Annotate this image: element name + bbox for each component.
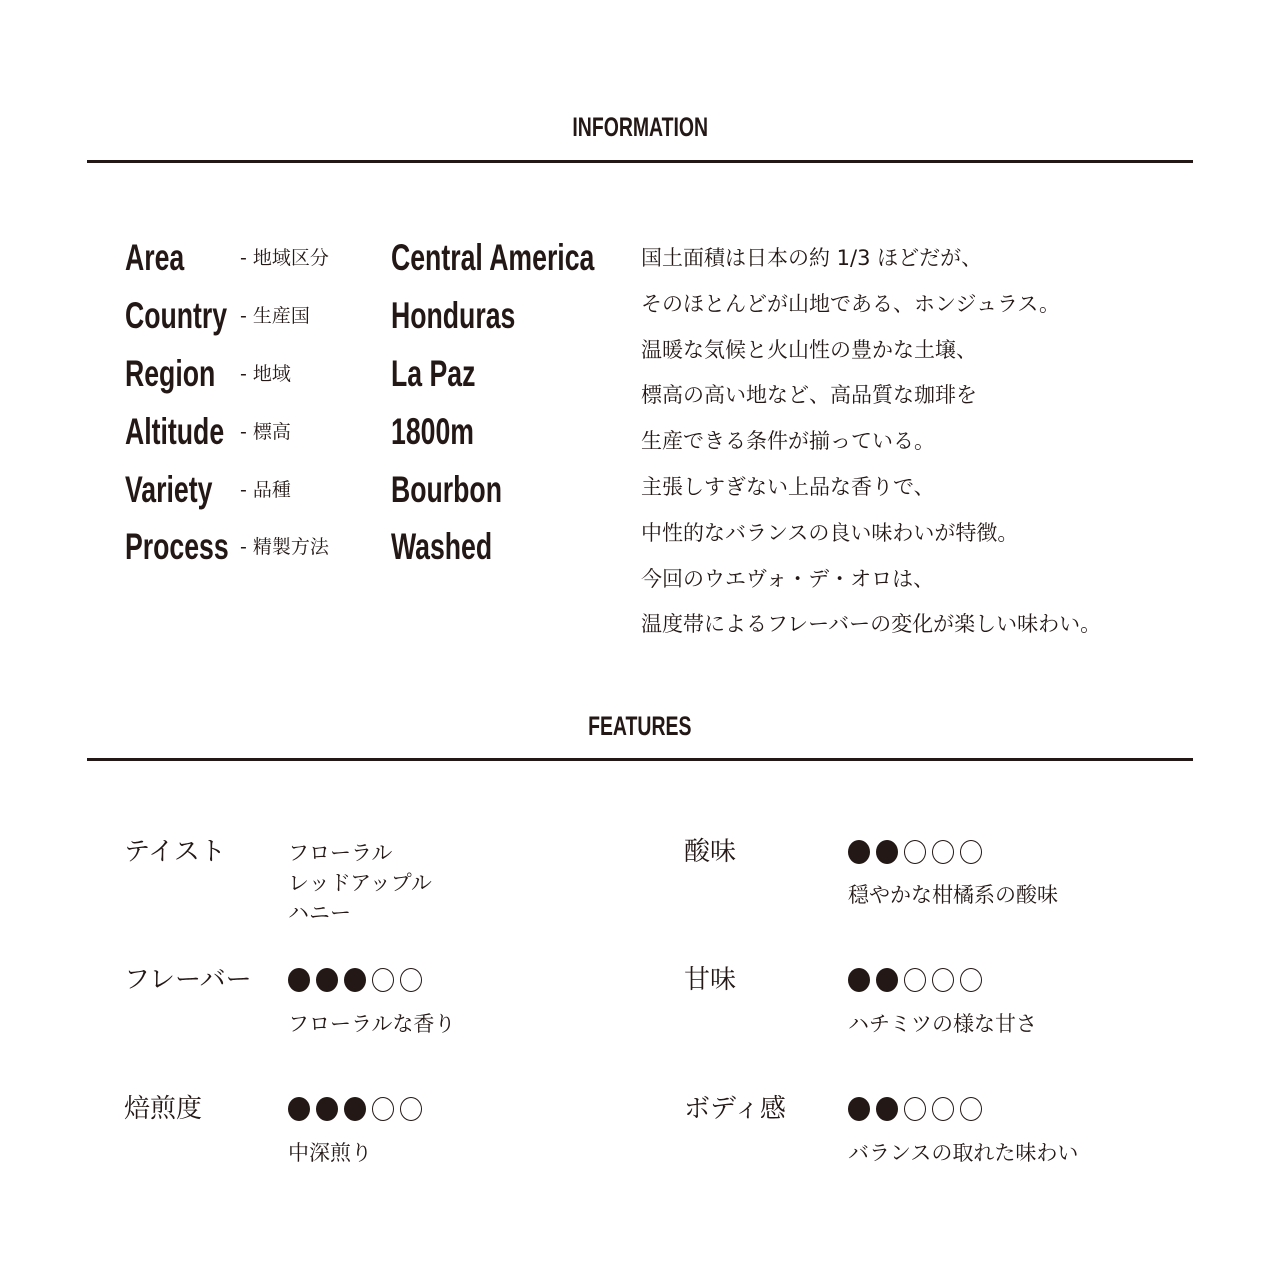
filled-dot-icon [876, 968, 898, 992]
empty-dot-icon [904, 968, 926, 992]
filled-dot-icon [288, 968, 310, 992]
empty-dot-icon [372, 968, 394, 992]
info-label: Region [125, 353, 216, 394]
empty-dot-icon [904, 840, 926, 864]
filled-dot-icon [876, 840, 898, 864]
description-paragraph [641, 236, 1101, 648]
description-line: 生産できる条件が揃っている。 [641, 429, 935, 454]
taste-note: フローラル [288, 841, 393, 865]
empty-dot-icon [904, 1097, 926, 1121]
taste-note: ハニー [288, 901, 351, 925]
info-row-country [0, 296, 640, 336]
info-value: Honduras [391, 295, 516, 336]
rating-flavor [288, 968, 422, 992]
info-row-region [0, 354, 640, 394]
feature-text-body: バランスの取れた味わい [848, 1141, 1079, 1165]
info-row-area [0, 238, 640, 278]
feature-text-sweetness: ハチミツの様な甘さ [848, 1012, 1037, 1036]
features-heading: FEATURES [588, 711, 692, 741]
info-value: Bourbon [391, 469, 502, 510]
information-divider [87, 160, 1193, 163]
feature-text-flavor: フローラルな香り [288, 1012, 456, 1036]
info-row-variety [0, 470, 640, 510]
empty-dot-icon [400, 1097, 422, 1121]
filled-dot-icon [344, 968, 366, 992]
taste-note: レッドアップル [288, 871, 432, 895]
info-sublabel: - 精製方法 [240, 536, 329, 558]
info-row-altitude [0, 412, 640, 452]
empty-dot-icon [932, 968, 954, 992]
filled-dot-icon [876, 1097, 898, 1121]
description-line: そのほとんどが山地である、ホンジュラス。 [641, 291, 1061, 316]
info-label: Altitude [125, 411, 225, 452]
filled-dot-icon [344, 1097, 366, 1121]
empty-dot-icon [960, 1097, 982, 1121]
feature-label-roast: 焙煎度 [124, 1094, 203, 1124]
filled-dot-icon [288, 1097, 310, 1121]
info-value: Central America [391, 237, 595, 278]
information-heading: INFORMATION [572, 112, 708, 142]
info-sublabel: - 生産国 [240, 305, 310, 327]
filled-dot-icon [848, 840, 870, 864]
description-line: 標高の高い地など、高品質な珈琲を [641, 383, 977, 408]
info-value: 1800m [391, 411, 474, 452]
filled-dot-icon [848, 968, 870, 992]
feature-text-acidity: 穏やかな柑橘系の酸味 [848, 883, 1058, 907]
description-line: 今回のウエヴォ・デ・オロは、 [641, 566, 935, 591]
description-line: 温度帯によるフレーバーの変化が楽しい味わい。 [641, 612, 1102, 637]
feature-label-flavor: フレーバー [124, 965, 252, 995]
info-value: La Paz [391, 353, 476, 394]
description-line: 温暖な気候と火山性の豊かな土壌、 [641, 337, 977, 362]
info-label: Process [125, 526, 229, 567]
info-row-process [0, 527, 640, 567]
rating-sweetness [848, 968, 982, 992]
filled-dot-icon [848, 1097, 870, 1121]
feature-label-body: ボディ感 [684, 1094, 786, 1124]
info-sublabel: - 地域 [240, 363, 291, 385]
filled-dot-icon [316, 1097, 338, 1121]
empty-dot-icon [960, 840, 982, 864]
empty-dot-icon [960, 968, 982, 992]
rating-roast [288, 1097, 422, 1121]
rating-acidity [848, 840, 982, 864]
feature-text-roast: 中深煎り [288, 1141, 372, 1165]
filled-dot-icon [316, 968, 338, 992]
info-label: Variety [125, 469, 213, 510]
features-divider [87, 758, 1193, 761]
empty-dot-icon [400, 968, 422, 992]
description-line: 国土面積は日本の約 1/3 ほどだが、 [641, 246, 983, 270]
empty-dot-icon [932, 1097, 954, 1121]
rating-body [848, 1097, 982, 1121]
description-line: 中性的なバランスの良い味わいが特徴。 [641, 520, 1019, 545]
empty-dot-icon [932, 840, 954, 864]
empty-dot-icon [372, 1097, 394, 1121]
feature-label-sweetness: 甘味 [684, 965, 737, 995]
info-sublabel: - 品種 [240, 479, 291, 501]
description-line: 主張しすぎない上品な香りで、 [641, 474, 935, 499]
info-value: Washed [391, 526, 493, 567]
feature-label-taste: テイスト [124, 837, 226, 867]
info-label: Area [125, 237, 185, 278]
info-sublabel: - 標高 [240, 421, 291, 443]
info-sublabel: - 地域区分 [240, 247, 329, 269]
feature-label-acidity: 酸味 [684, 837, 737, 867]
info-label: Country [125, 295, 228, 336]
